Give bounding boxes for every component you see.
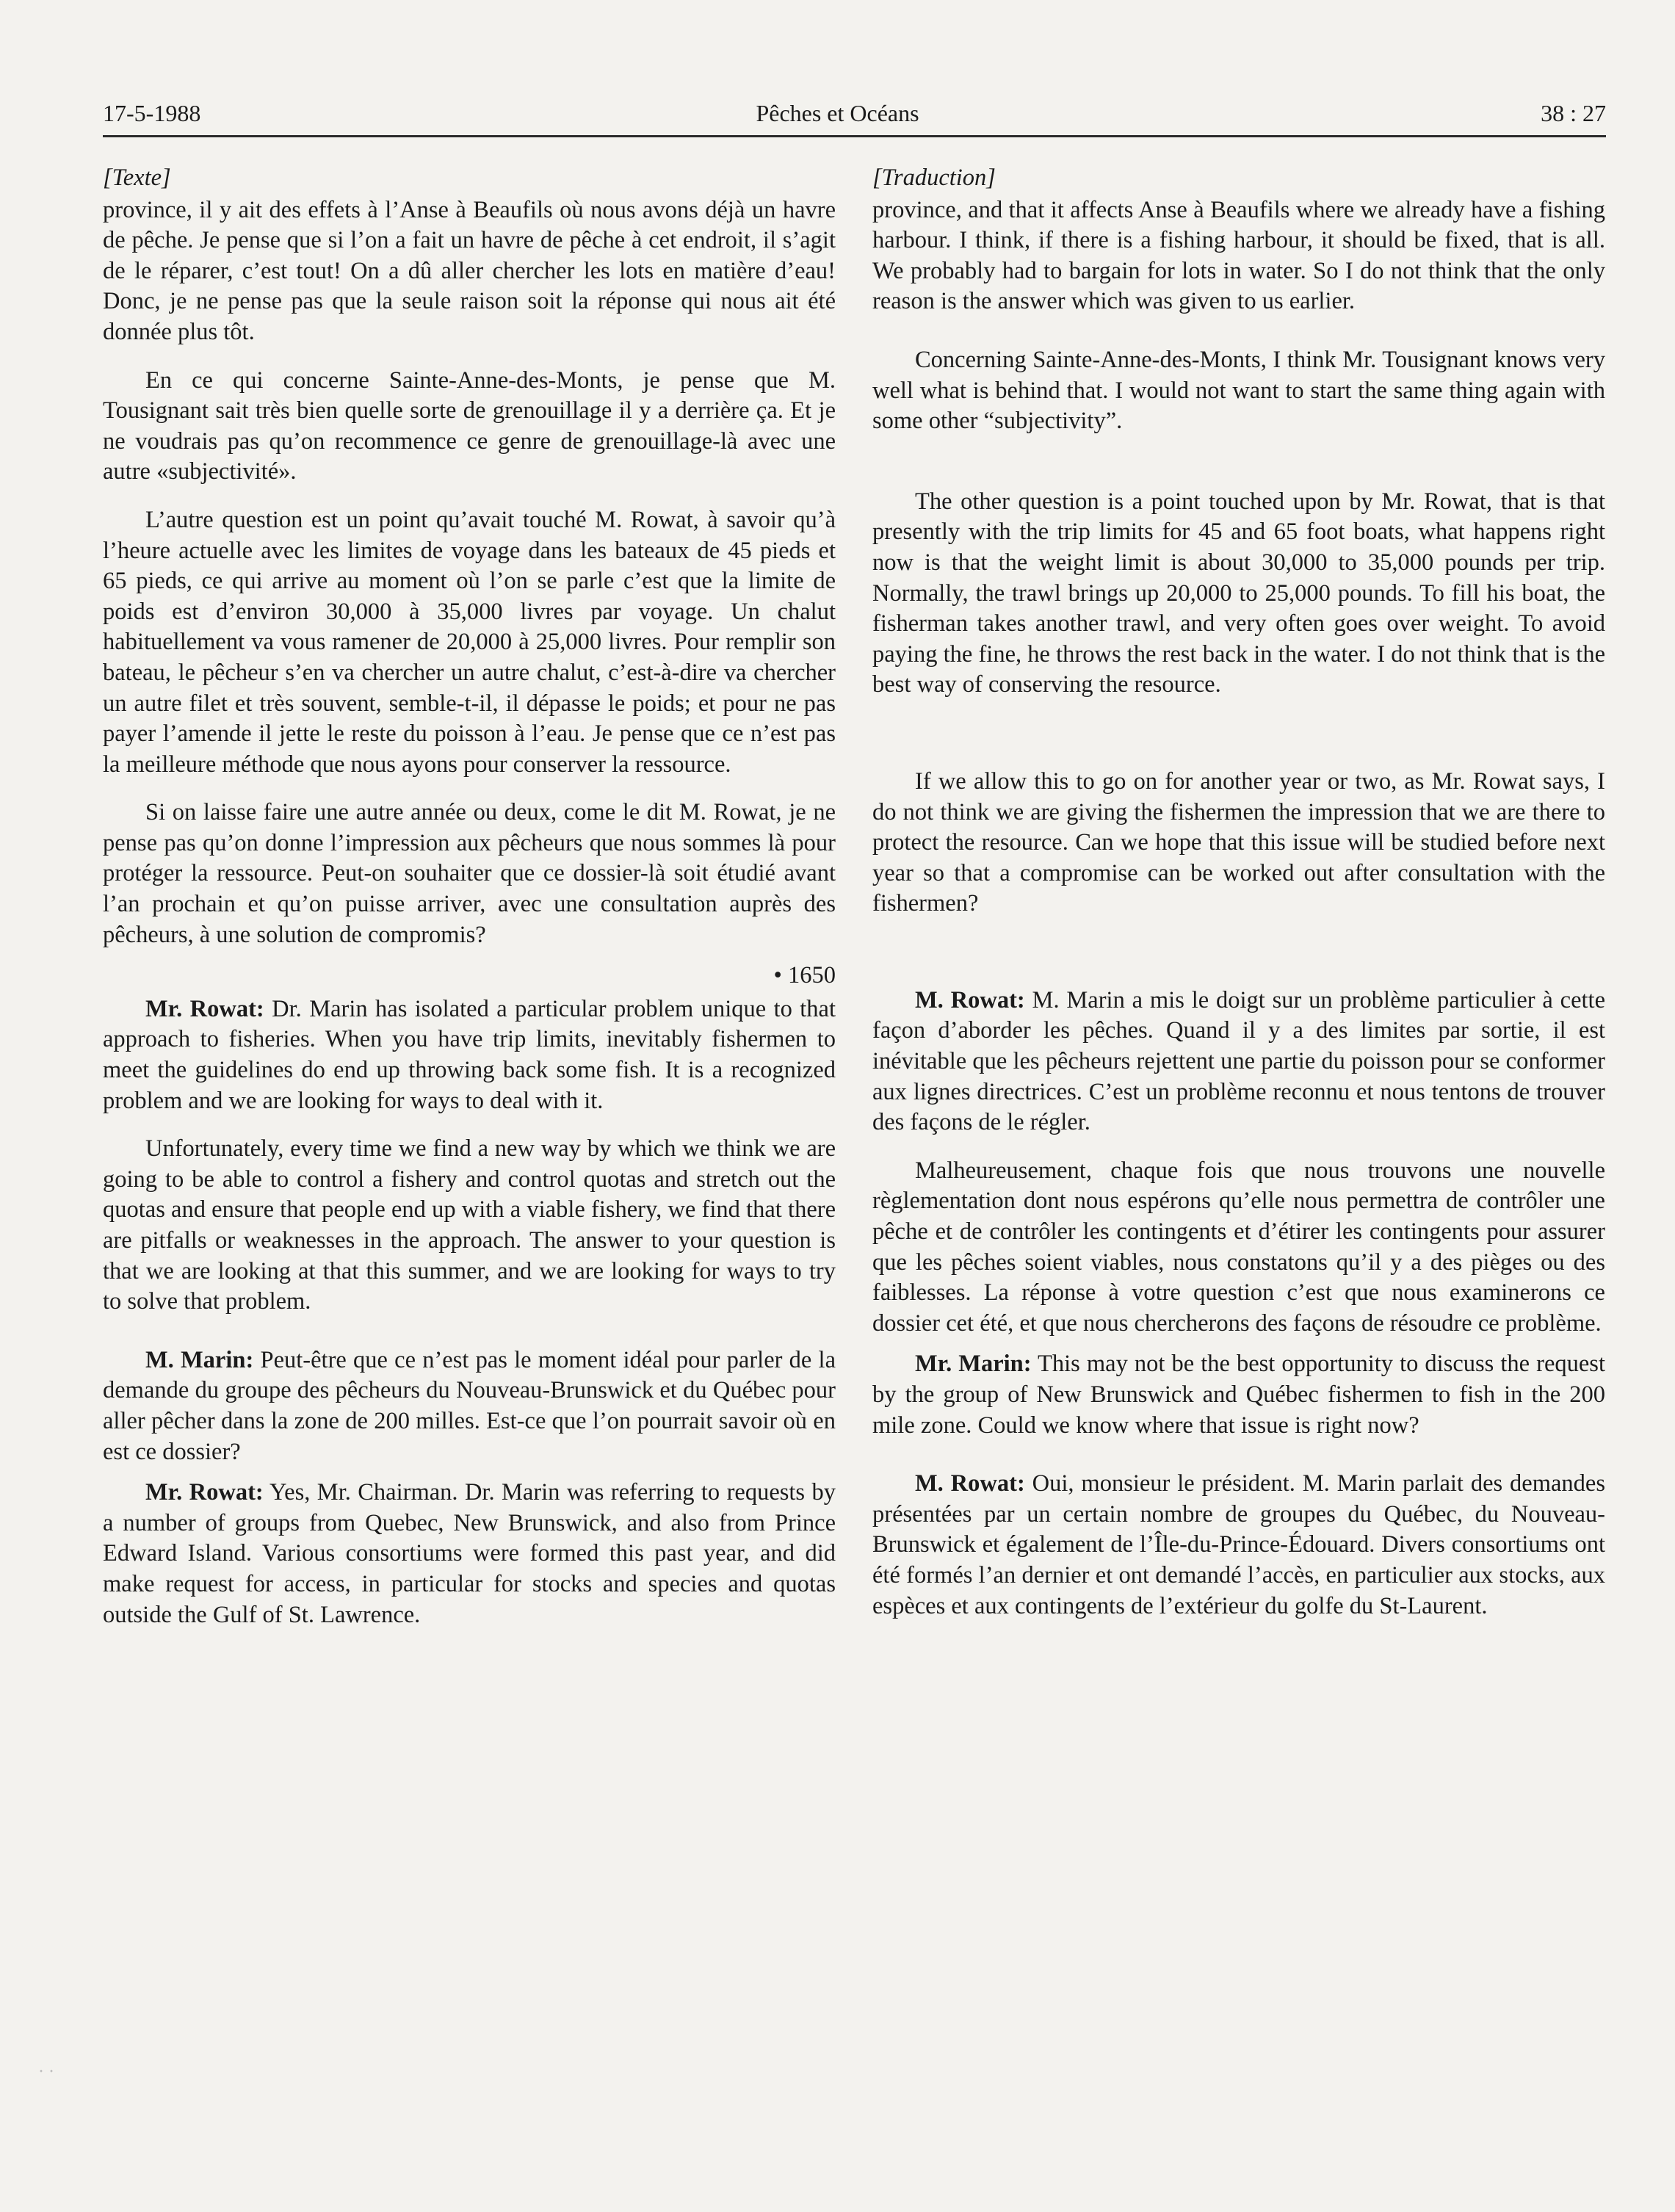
speech-text: This may not be the best opportunity to discuss the request by the group of New Brunswick and Québec fishermen to fish in the 200 mile zone. Could we know where that issue is right now? <box>872 1351 1605 1439</box>
header-page-number: 38 : 27 <box>1541 100 1606 126</box>
header-rule <box>103 135 1606 137</box>
speech-text: Peut-être que ce n’est pas le moment idéal pour parler de la demande du groupe des pêcheurs du Nouveau-Brunswick et du Québec pour aller pêcher dans la zone de 200 milles. Est-ce que l’on pourrait savoir où en est ce dossier? <box>103 1346 836 1465</box>
column-tag: [Traduction] <box>872 165 996 191</box>
header-title: Pêches et Océans <box>756 100 919 126</box>
paragraph: The other question is a point touched upon by Mr. Rowat, that is that presently with the trip limits for 45 and 65 foot boats, what happens right now is that the weight limit is about 30,000 to 35,000 pounds per trip. Normally, the trawl brings up 20,000 to 25,000 pounds. To fill his boat, the fisherman takes another trawl, and very often goes over weight. To avoid paying the fine, he throws the rest back in the water. I do not think that is the best way of conserving the resource. <box>872 488 1605 698</box>
paragraph: Concerning Sainte-Anne-des-Monts, I think Mr. Tousignant knows very well what is behind that. I would not want to start the same thing again with some other “subjectivity”. <box>872 346 1605 435</box>
paragraph: En ce qui concerne Sainte-Anne-des-Monts, je pense que M. Tousignant sait très bien quelle sorte de grenouillage il y a derrière ça. Et je ne voudrais pas qu’on recommence ce genre de grenouillage-là avec une autre «subjectivité». <box>103 366 836 485</box>
right-column-translation <box>872 163 1605 1622</box>
paragraph: Si on laisse faire une autre année ou deux, come le dit M. Rowat, je ne pense pas qu’on donne l’impression aux pêcheurs que nous sommes là pour protéger la ressource. Peut-on souhaiter que ce dossier-là soit étudié avant l’an prochain et qu’on puisse arriver, avec une consultation auprès des pêcheurs, à une solution de compromis? <box>103 799 836 948</box>
paragraph: Unfortunately, every time we find a new way by which we think we are going to be able to control a fishery and control quotas and stretch out the quotas and ensure that people end up with a viable fishery, we find that there are pitfalls or weaknesses in the approach. The answer to your question is that we are looking at that this summer, and we are looking for ways to try to solve that problem. <box>103 1135 836 1315</box>
speaker-name: M. Marin: <box>145 1346 254 1373</box>
speaker-name: Mr. Rowat: <box>145 995 264 1022</box>
speech-paragraph <box>103 994 836 1116</box>
speech-text: Yes, Mr. Chairman. Dr. Marin was referring to requests by a number of groups from Quebec, New Brunswick, and also from Prince Edward Island. Various consortiums were formed this past year, and did make request for access, in particular for stocks and species and quotas outside the Gulf of St. Lawrence. <box>103 1479 836 1628</box>
speech-text: Dr. Marin has isolated a particular problem unique to that approach to fisheries. When you have trip limits, inevitably fishermen to meet the guidelines do end up throwing back some fish. It is a recognized problem and we are looking for ways to deal with it. <box>103 995 836 1114</box>
speaker-name: M. Rowat: <box>915 1470 1025 1497</box>
speaker-name: Mr. Rowat: <box>145 1479 264 1506</box>
column-tag: [Texte] <box>103 165 171 191</box>
scan-speck: ·· <box>38 2062 59 2081</box>
header-date: 17-5-1988 <box>103 100 201 126</box>
speech-paragraph <box>872 986 1605 1138</box>
paragraph: If we allow this to go on for another year or two, as Mr. Rowat says, I do not think we are giving the fishermen the impression that we are there to protect the resource. Can we hope that this issue will be studied before next year so that a compromise can be worked out after consultation with the fishermen? <box>872 767 1605 917</box>
speech-paragraph <box>872 1469 1605 1622</box>
paragraph: L’autre question est un point qu’avait touché M. Rowat, à savoir qu’à l’heure actuelle avec les limites de voyage dans les bateaux de 45 pieds et 65 pieds, ce qui arrive au moment où l’on se parle c’est que la limite de poids est d’environ 30,000 à 35,000 livres par voyage. Un chalut habituellement va vous ramener de 20,000 à 25,000 livres. Pour remplir son bateau, le pêcheur s’en va chercher un autre chalut, c’est-à-dire va chercher un autre filet et très souvent, semble-t-il, il dépasse le poids; et pour ne pas payer l’amende il jette le reste du poisson à l’eau. Je pense que ce n’est pas la meilleure méthode que nous ayons pour conserver la ressource. <box>103 506 836 778</box>
speech-paragraph <box>103 1345 836 1467</box>
speech-text: M. Marin a mis le doigt sur un problème particulier à cette façon d’aborder les pêches. Quand il y a des limites par sortie, il est inévitable que les pêcheurs rejettent une partie du poisson pour se conformer aux lignes directrices. C’est un problème reconnu et nous tentons de trouver des façons de le régler. <box>872 986 1605 1136</box>
speech-paragraph <box>872 1349 1605 1441</box>
speaker-name: Mr. Marin: <box>915 1351 1032 1378</box>
paragraph: province, and that it affects Anse à Beaufils where we already have a fishing harbour. I think, if there is a fishing harbour, it should be fixed, that is all. We probably had to bargain for lots in water. So I do not think that the only reason is the answer which was given to us earlier. <box>872 196 1605 315</box>
speech-text: Oui, monsieur le président. M. Marin parlait des demandes présentées par un certain nombre de groupes du Québec, du Nouveau-Brunswick et également de l’Île-du-Prince-Édouard. Divers consortiums ont été formés l’an dernier et ont demandé l’accès, en particulier aux stocks, aux espèces et aux contingents de l’extérieur du golfe du St-Laurent. <box>872 1470 1605 1619</box>
speech-paragraph <box>103 1478 836 1630</box>
speaker-name: M. Rowat: <box>915 986 1025 1013</box>
paragraph: province, il y ait des effets à l’Anse à Beaufils où nous avons déjà un havre de pêche. Je pense que si l’on a fait un havre de pêche à cet endroit, il s’agit de le réparer, c’est tout! On a dû aller chercher les lots en matière d’eau! Donc, je ne pense pas que la seule raison soit la réponse qui nous ait été donnée plus tôt. <box>103 196 836 345</box>
left-column-french <box>103 163 836 1630</box>
paragraph: Malheureusement, chaque fois que nous trouvons une nouvelle règlementation dont nous espérons qu’elle nous permettra de contrôler une pêche et de contrôler les contingents et d’étirer les contingents pour assurer que les pêches soient viables, nous constatons qu’il y a des pièges ou des faiblesses. La réponse à votre question c’est que nous examinerons ce dossier cet été, et que nous chercherons des façons de résoudre ce problème. <box>872 1157 1605 1337</box>
timestamp: • 1650 <box>773 962 836 989</box>
